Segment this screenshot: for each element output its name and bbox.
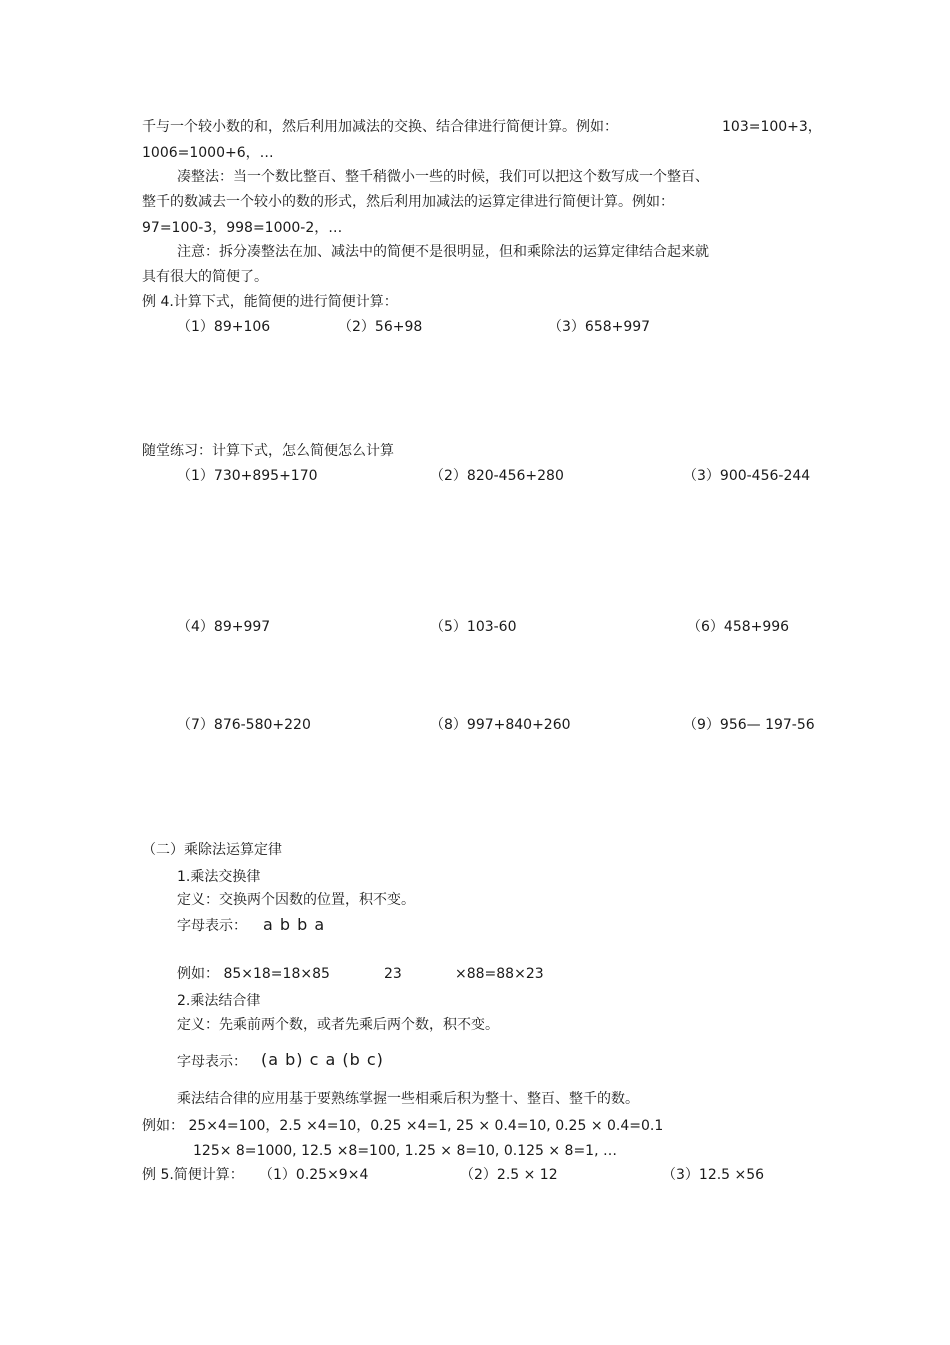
- practice-item-6: （6）458+996: [687, 619, 790, 635]
- intro-line-7: 具有很大的简便了。: [142, 269, 268, 285]
- law-2-note: 乘法结合律的应用基于要熟练掌握一些相乘后积为整十、整百、整千的数。: [177, 1091, 639, 1107]
- practice-item-9: （9）956— 197-56: [683, 717, 815, 733]
- example-5-item-2: （2）2.5 × 12: [460, 1167, 558, 1183]
- practice-item-8: （8）997+840+260: [430, 717, 571, 733]
- multiplication-examples-line-2: 125× 8=1000, 12.5 ×8=100, 1.25 × 8=10, 0.125 × 8=1, …: [193, 1143, 617, 1159]
- example-4-item-1: （1）89+106: [177, 319, 271, 335]
- intro-line-5: 97=100-3，998=1000-2，…: [142, 220, 343, 236]
- intro-line-2: 1006=1000+6，…: [142, 145, 274, 161]
- law-1-letters-label: 字母表示：: [177, 918, 247, 934]
- practice-title: 随堂练习：计算下式，怎么简便怎么计算: [142, 443, 394, 459]
- intro-line-1-example: 103=100+3，: [722, 119, 822, 135]
- intro-line-3: 凑整法：当一个数比整百、整千稍微小一些的时候，我们可以把这个数写成一个整百、: [177, 169, 709, 185]
- intro-line-4: 整千的数减去一个较小的数的形式，然后利用加减法的运算定律进行简便计算。例如：: [142, 194, 674, 210]
- example-4-title: 例 4.计算下式，能简便的进行简便计算：: [142, 294, 398, 310]
- law-1-example-b: 23: [384, 966, 402, 982]
- law-2-title: 2.乘法结合律: [177, 993, 261, 1009]
- intro-line-1: 千与一个较小数的和，然后利用加减法的交换、结合律进行简便计算。例如：: [142, 119, 618, 135]
- example-5-item-1: （1）0.25×9×4: [259, 1167, 369, 1183]
- intro-line-6: 注意：拆分凑整法在加、减法中的简便不是很明显，但和乘除法的运算定律结合起来就: [177, 244, 709, 260]
- multiplication-examples-line-1: 例如： 25×4=100，2.5 ×4=10，0.25 ×4=1, 25 × 0.4=10, 0.25 × 0.4=0.1: [142, 1118, 664, 1134]
- example-4-item-2: （2）56+98: [338, 319, 423, 335]
- example-5-item-3: （3）12.5 ×56: [662, 1167, 765, 1183]
- practice-item-2: （2）820-456+280: [430, 468, 564, 484]
- practice-item-7: （7）876-580+220: [177, 717, 311, 733]
- practice-item-5: （5）103-60: [430, 619, 517, 635]
- law-1-example-c: ×88=88×23: [455, 966, 544, 982]
- practice-item-4: （4）89+997: [177, 619, 271, 635]
- section-2-title: （二）乘除法运算定律: [142, 842, 282, 858]
- example-4-item-3: （3）658+997: [548, 319, 651, 335]
- law-2-letters-label: 字母表示：: [177, 1054, 247, 1070]
- law-1-letters: a b b a: [263, 915, 326, 934]
- law-1-example-a: 例如： 85×18=18×85: [177, 966, 330, 982]
- law-2-letters: (a b) c a (b c): [261, 1050, 384, 1069]
- practice-item-3: （3）900-456-244: [683, 468, 811, 484]
- law-2-definition: 定义：先乘前两个数，或者先乘后两个数，积不变。: [177, 1017, 499, 1033]
- law-1-definition: 定义：交换两个因数的位置，积不变。: [177, 892, 415, 908]
- law-1-title: 1.乘法交换律: [177, 869, 261, 885]
- practice-item-1: （1）730+895+170: [177, 468, 318, 484]
- example-5-title: 例 5.简便计算：: [142, 1167, 244, 1183]
